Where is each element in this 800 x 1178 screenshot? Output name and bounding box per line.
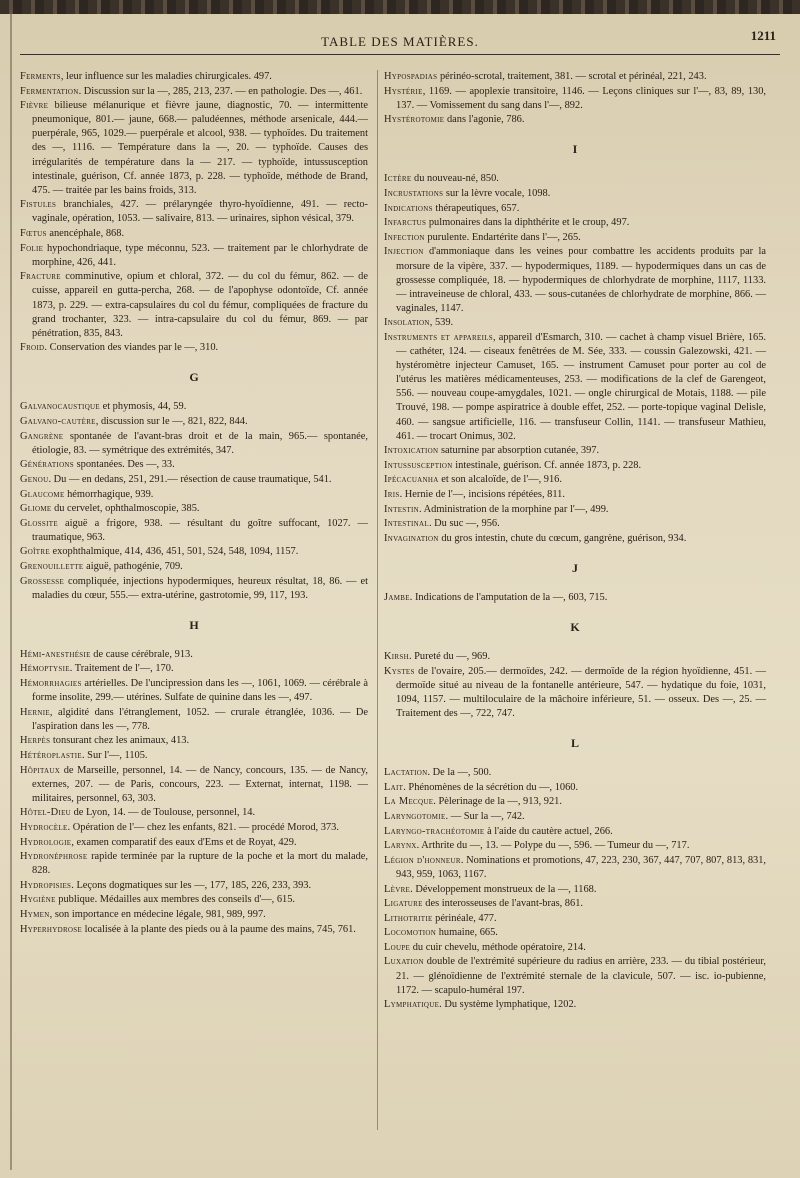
index-entry <box>20 473 368 487</box>
index-entry <box>20 517 368 545</box>
index-entry <box>20 575 368 603</box>
entry-headword: Ligature <box>384 898 423 910</box>
index-entry <box>384 216 766 230</box>
entry-text: comminutive, opium et chloral, 372. — du col du fémur, 862. — de cuisse, appareil en gutta-percha, 268. — de l'apophyse odontoïde, Cf. année 1873, p. 229. — extra-capsulaires du col du fémur, compliquées de fracture du grand trochanter, 323. — intra-capsulaire du col du fémur, 869. — par pénétration, 835, 843. <box>32 271 368 339</box>
entry-text: dans l'agonie, 786. <box>444 114 525 126</box>
entry-text: , examen comparatif des eaux d'Ems et de Royat, 429. <box>71 836 297 848</box>
index-entry <box>384 316 766 330</box>
entry-text: périnéo-scrotal, traitement, 381. — scrotal et périnéal, 221, 243. <box>437 71 707 82</box>
entry-headword: Hôpitaux <box>20 764 61 776</box>
index-entry <box>20 836 368 850</box>
index-entry <box>20 893 368 907</box>
index-entry <box>384 941 766 955</box>
index-entry <box>20 908 368 922</box>
entry-text: . Développement monstrueux de la —, 1168. <box>410 883 597 895</box>
entry-headword: Intussusception <box>384 459 453 471</box>
entry-headword: Hymen <box>20 909 50 921</box>
entry-headword: Hydropisies <box>20 879 72 891</box>
entry-text: publique. Médailles aux membres des conseils d'—, 615. <box>55 894 296 906</box>
entry-headword: Ictère <box>384 173 412 185</box>
entry-headword: Lymphatique <box>384 999 440 1011</box>
entry-text: , leur influence sur les maladies chirurgicales. 497. <box>60 71 272 82</box>
index-column-right <box>384 70 766 1013</box>
entry-text: . Administration de la morphine par l'—, 499. <box>419 503 609 515</box>
index-entry <box>384 825 766 839</box>
entry-text: . Nominations et promotions, 47, 223, 230, 367, 447, 707, 807, 813, 831, 943, 959, 1063, 1167. <box>396 854 767 880</box>
index-entry <box>384 897 766 911</box>
entry-headword: Intestin <box>384 503 420 515</box>
entry-headword: Laryngotomie <box>384 811 446 823</box>
section-letter: H <box>189 617 199 632</box>
index-entry <box>384 883 766 897</box>
index-entry <box>384 113 766 127</box>
entry-headword: Fœtus <box>20 228 47 240</box>
index-entry <box>20 400 368 414</box>
entry-text: . Phénomènes de la sécrétion du —, 1060. <box>403 781 579 793</box>
entry-headword: Luxation <box>384 956 424 968</box>
entry-headword: Larynx <box>384 840 417 852</box>
index-entry <box>20 879 368 893</box>
index-entry <box>20 198 368 226</box>
entry-headword: Lèvre <box>384 883 411 895</box>
entry-headword: Gangrène <box>20 430 64 442</box>
entry-text: de Lyon, 14. — de Toulouse, personnel, 14. <box>71 807 256 819</box>
index-entry <box>384 650 766 664</box>
entry-headword: Hyperhydrose <box>20 923 83 935</box>
entry-headword: Genou <box>20 473 49 485</box>
running-title: TABLE DES MATIÈRES. <box>321 34 479 49</box>
entry-headword: Hydrocèle <box>20 822 68 833</box>
entry-text: . Opération de l'— chez les enfants, 821. — procédé Morod, 373. <box>67 822 339 833</box>
entry-headword: Froid <box>20 342 45 354</box>
entry-headword: Hémi-anesthésie <box>20 648 91 660</box>
section-letter: I <box>572 142 578 157</box>
index-entry <box>384 998 766 1012</box>
index-entry <box>384 839 766 853</box>
entry-headword: Fracture <box>20 271 61 283</box>
entry-text: intestinale, guérison. Cf. année 1873, p. 228. <box>452 459 642 471</box>
index-entry <box>20 734 368 748</box>
index-entry <box>20 850 368 878</box>
entry-headword: Hypospadias <box>384 71 438 82</box>
index-entry <box>20 764 368 806</box>
index-entry <box>384 810 766 824</box>
entry-text: . Du — en dedans, 251, 291.— résection de cause traumatique, 541. <box>48 473 332 485</box>
index-entry <box>384 70 766 84</box>
index-entry <box>384 955 766 997</box>
entry-text: anencéphale, 868. <box>46 228 125 240</box>
entry-text: , algidité dans l'étranglement, 1052. — crurale étranglée, 1036. — De l'aspiration dans les —, 778. <box>32 706 368 732</box>
entry-headword: Indications <box>384 202 433 214</box>
entry-text: et son alcaloïde, de l'—, 916. <box>438 474 562 486</box>
index-entry <box>20 242 368 270</box>
index-entry <box>20 270 368 340</box>
entry-text: . Hernie de l'—, incisions répétées, 811. <box>399 489 565 501</box>
entry-text: , son importance en médecine légale, 981, 989, 997. <box>49 909 266 921</box>
entry-text: hémorrhagique, 939. <box>64 488 154 500</box>
entry-headword: Injection <box>384 246 424 258</box>
index-column-left <box>20 70 372 937</box>
entry-text: . De la —, 500. <box>427 767 492 779</box>
entry-headword: Kirsh <box>384 651 409 663</box>
entry-headword: Grossesse <box>20 575 65 587</box>
entry-text: rapide terminée par la rupture de la poche et la mort du malade, 828. <box>32 851 368 877</box>
entry-text: . Discussion sur la —, 285, 213, 237. — en pathologie. Des —, 461. <box>78 85 363 97</box>
entry-headword: Herpès <box>20 735 51 747</box>
page-header <box>20 28 780 55</box>
entry-text: des interosseuses de l'avant-bras, 861. <box>422 898 583 910</box>
index-entry <box>20 458 368 472</box>
entry-text: aiguë, pathogénie, 709. <box>83 561 183 572</box>
entry-text: . Sur l'—, 1105. <box>81 750 148 762</box>
entry-headword: Hernie <box>20 706 50 718</box>
index-entry <box>384 503 766 517</box>
entry-text: saturnine par absorption cutanée, 397. <box>438 445 600 457</box>
index-entry <box>384 187 766 201</box>
index-entry <box>20 923 368 937</box>
entry-text: du gros intestin, chute du cœcum, gangrène, guérison, 934. <box>438 532 687 544</box>
entry-headword: Légion d'honneur <box>384 854 461 866</box>
entry-headword: Générations <box>20 459 74 471</box>
index-entry <box>20 806 368 820</box>
entry-headword: Invagination <box>384 532 439 544</box>
entry-text: de l'ovaire, 205.— dermoïdes, 242. — dermoïde de la région hyoïdienne, 451. — dermoïde situé au niveau de la fontanelle antérieure, 547. — hydatique du foie, 1031, 1094, 1157. — multiloculaire de la mâchoire inférieure, 51. — osseux. Des —, 25. — Traitement des —, 722, 747. <box>396 665 766 720</box>
entry-headword: Hydronéphrose <box>20 851 88 863</box>
entry-headword: Folie <box>20 242 44 254</box>
entry-headword: Goître <box>20 546 50 558</box>
entry-text: . Traitement de l'—, 170. <box>69 663 174 675</box>
section-letter: G <box>189 370 199 385</box>
index-entry <box>20 227 368 241</box>
entry-text: du cervelet, ophthalmoscopie, 385. <box>51 503 200 515</box>
entry-headword: Intestinal <box>384 518 429 530</box>
entry-headword: Galvano-cautère <box>20 416 96 428</box>
index-entry <box>384 517 766 531</box>
index-entry <box>384 665 766 721</box>
entry-text: , appareil d'Esmarch, 310. — cachet à champ visuel Brière, 165. — cathéter, 124. — ciseaux fenêtrées de M. Sée, 333. — coussin Galezowski, 421. — hystéromètre injecteur Camuset, 165. — instrument Camuset pour porter au col de l'utérus les matières médicamenteuses, 253. — modifications de la clef de Garengeot, 556. — nouveau coupe-amygdales, 1021. — ongle chirurgical de Motais, 1188. — pile Trouvé, 198. — pompe aspiratrice à double effet, 252. — porte-topique vaginal Delisle, 460. — sangsue artificielle, 116. — transfuseur Collin, 1141. — transfuseur Mathieu, 461. — trocart Onimus, 302. <box>396 332 767 442</box>
index-entry <box>384 926 766 940</box>
entry-headword: Ferments <box>20 71 61 82</box>
index-entry <box>20 488 368 502</box>
entry-headword: Jambe <box>384 592 410 603</box>
index-entry <box>20 749 368 763</box>
entry-headword: Gliome <box>20 503 52 515</box>
index-entry <box>384 795 766 809</box>
entry-text: et phymosis, 44, 59. <box>99 401 187 413</box>
index-entry <box>384 488 766 502</box>
index-entry <box>384 444 766 458</box>
index-entry <box>20 545 368 559</box>
entry-headword: Glaucome <box>20 488 65 500</box>
index-entry <box>384 766 766 780</box>
entry-text: . — Sur la —, 742. <box>445 811 525 823</box>
entry-headword: Lactation <box>384 767 428 779</box>
entry-headword: Instruments et appareils <box>384 332 493 343</box>
entry-text: artérielles. De l'uncipression dans les —, 1061, 1069. — cérébrale à forme insolite, 299.— utérines. Sulfate de quinine dans les —, 497. <box>32 678 368 704</box>
entry-headword: Glossite <box>20 517 58 529</box>
entry-headword: Hystérotomie <box>384 114 445 126</box>
entry-headword: Galvanocaustique <box>20 401 100 413</box>
entry-text: . Du système lymphatique, 1202. <box>439 999 577 1011</box>
entry-headword: Infarctus <box>384 217 427 229</box>
entry-text: à l'aide du cautère actuel, 266. <box>484 825 613 837</box>
entry-text: spontanée de l'avant-bras droit et de la main, 965.— spontanée, étiologie, 83. — symétrique des extrémités, 347. <box>32 430 368 456</box>
top-binding-band <box>0 0 800 14</box>
entry-text: sur la lèvre vocale, 1098. <box>443 188 551 200</box>
entry-headword: Laryngo-trachéotomie <box>384 825 485 837</box>
section-letter: J <box>572 560 578 575</box>
index-entry <box>384 459 766 473</box>
index-entry <box>384 245 766 315</box>
entry-text: aiguë a frigore, 938. — résultant du goître suffocant, 1027. — traumatique, 963. <box>32 517 368 543</box>
entry-text: . Indications de l'amputation de la —, 603, 715. <box>409 592 608 603</box>
entry-headword: Infection <box>384 231 425 243</box>
entry-text: . Conservation des viandes par le —, 310. <box>44 342 219 354</box>
entry-text: . Arthrite du —, 13. — Polype du —, 596. — Tumeur du —, 717. <box>416 840 690 852</box>
entry-headword: Hémoptysie <box>20 663 70 675</box>
entry-text: pulmonaires dans la diphthérite et le croup, 497. <box>426 217 630 229</box>
index-entry <box>20 677 368 705</box>
index-entry <box>384 781 766 795</box>
entry-headword: Ipécacuanha <box>384 474 439 486</box>
entry-headword: La Mecque <box>384 796 434 808</box>
index-entry <box>384 172 766 186</box>
entry-text: branchiales, 427. — prélaryngée thyro-hyoïdienne, 491. — recto-vaginale, opération, 1053. — salivaire, 813. — urinaires, siphon vésical, 379. <box>32 199 368 225</box>
entry-text: de cause cérébrale, 913. <box>90 648 193 660</box>
entry-headword: Hémorrhagies <box>20 678 82 690</box>
entry-text: d'ammoniaque dans les veines pour combattre les accidents produits par la morsure de la vipère, 337. — hypodermiques, 1189. — hypodermiques dans un cas de grossesse compliquée, 18. — hypodermiques de chlorhydrate de morphine, 1117, 1133. — intraveineuse de chloral, 433. — sous-cutanées de chlorhydrate de morphine, 866. — vaginales, 1147. <box>396 246 766 314</box>
entry-headword: Fermentation <box>20 85 79 97</box>
index-entry <box>20 560 368 574</box>
entry-headword: Hydrologie <box>20 836 72 848</box>
index-entry <box>20 662 368 676</box>
entry-text: purulente. Endartérite dans l'—, 265. <box>424 231 581 243</box>
index-entry <box>20 430 368 458</box>
entry-text: humaine, 665. <box>436 927 498 939</box>
entry-headword: Hétéroplastie <box>20 750 82 762</box>
entry-text: , 539. <box>429 317 454 329</box>
index-entry <box>384 912 766 926</box>
entry-headword: Lithotritie <box>384 912 433 924</box>
index-entry <box>384 532 766 546</box>
entry-text: spontanées. Des —, 33. <box>73 459 175 471</box>
page-edge-rule <box>10 10 12 1170</box>
column-divider <box>377 70 378 1130</box>
entry-text: hypochondriaque, type méconnu, 523. — traitement par le chlorhydrate de morphine, 426, 441. <box>32 242 368 268</box>
entry-headword: Intoxication <box>384 445 439 457</box>
entry-text: bilieuse mélanurique et fièvre jaune, diagnostic, 70. — intermittente pneumonique, 801.— jaune, 668.— paludéennes, méthode arsenicale, 444.—puerpérale, 965, 1029.— puerpérale et alcool, 938. — typhoïdes. Du traitement des —, 1116. — Température dans la —, 20. — typhoïde. Causes des irrégularités de température dans la — 217. — typhoïde, intussusception intestinale, guérison, Cf. année 1873, p. 228. — typhoïde, méthode de Brand, 475. — traitée par les bains froids, 313. <box>32 100 368 196</box>
entry-text: du cuir chevelu, méthode opératoire, 214. <box>410 941 586 953</box>
entry-text: exophthalmique, 414, 436, 451, 501, 524, 548, 1094, 1157. <box>49 546 299 558</box>
index-entry <box>384 85 766 113</box>
entry-headword: Insolation <box>384 317 430 329</box>
index-entry <box>20 415 368 429</box>
entry-text: tonsurant chez les animaux, 413. <box>50 735 190 747</box>
entry-headword: Kystes <box>384 665 415 677</box>
entry-text: périnéale, 477. <box>432 912 497 924</box>
entry-headword: Grenouillette <box>20 561 84 572</box>
entry-text: . Du suc —, 956. <box>428 518 500 530</box>
index-entry <box>384 854 766 882</box>
index-entry <box>20 85 368 99</box>
page-number: 1211 <box>750 28 776 43</box>
entry-headword: Lait <box>384 781 404 793</box>
index-entry <box>20 648 368 662</box>
entry-text: thérapeutiques, 657. <box>432 202 520 214</box>
index-entry <box>384 473 766 487</box>
index-entry <box>20 341 368 355</box>
entry-text: du nouveau-né, 850. <box>411 173 499 185</box>
index-entry <box>20 502 368 516</box>
entry-headword: Loupe <box>384 941 411 953</box>
entry-headword: Hygiène <box>20 894 56 906</box>
entry-text: compliquée, injections hypodermiques, heureux résultat, 18, 86. — et maladies du cœur, 555.— extra-utérine, gastrotomie, 99, 117, 193. <box>32 575 368 601</box>
entry-headword: Fistules <box>20 199 57 211</box>
entry-text: de Marseille, personnel, 14. — de Nancy, concours, 135. — de Nancy, externes, 207. — de Paris, concours, 223. — Externat, internat, 1198. — militaires, personnel, 63, 303. <box>32 764 368 804</box>
entry-text: , discussion sur le —, 821, 822, 844. <box>95 416 248 428</box>
entry-text: localisée à la plante des pieds ou à la paume des mains, 745, 761. <box>82 923 356 935</box>
entry-text: double de l'extrémité supérieure du radius en arrière, 233. — du tibial postérieur, 21. — glénoïdienne de l'extrémité sternale de la clavicule, 507. — isc. io-pubienne, 1172. — scapulo-huméral 197. <box>396 956 766 996</box>
index-entry <box>20 706 368 734</box>
index-entry <box>20 821 368 835</box>
entry-headword: Fièvre <box>20 100 49 112</box>
entry-text: . Leçons dogmatiques sur les —, 177, 185, 226, 233, 393. <box>71 879 312 891</box>
entry-headword: Iris <box>384 489 400 501</box>
index-entry <box>20 99 368 198</box>
entry-headword: Incrustations <box>384 188 444 200</box>
section-letter: K <box>570 620 580 635</box>
index-entry <box>20 70 368 84</box>
entry-headword: Locomotion <box>384 927 437 939</box>
entry-text: , 1169. — apoplexie transitoire, 1146. — Leçons cliniques sur l'—, 83, 89, 130, 137. — Vomissement du sang dans l'—, 892. <box>396 85 766 111</box>
entry-text: . Pèlerinage de la —, 913, 921. <box>433 796 562 808</box>
section-letter: L <box>570 736 579 751</box>
index-entry <box>384 591 766 605</box>
index-entry <box>384 202 766 216</box>
entry-text: . Pureté du —, 969. <box>408 651 491 663</box>
entry-headword: Hystérie <box>384 85 423 97</box>
index-entry <box>384 231 766 245</box>
entry-headword: Hôtel-Dieu <box>20 807 72 819</box>
index-entry <box>384 331 766 444</box>
